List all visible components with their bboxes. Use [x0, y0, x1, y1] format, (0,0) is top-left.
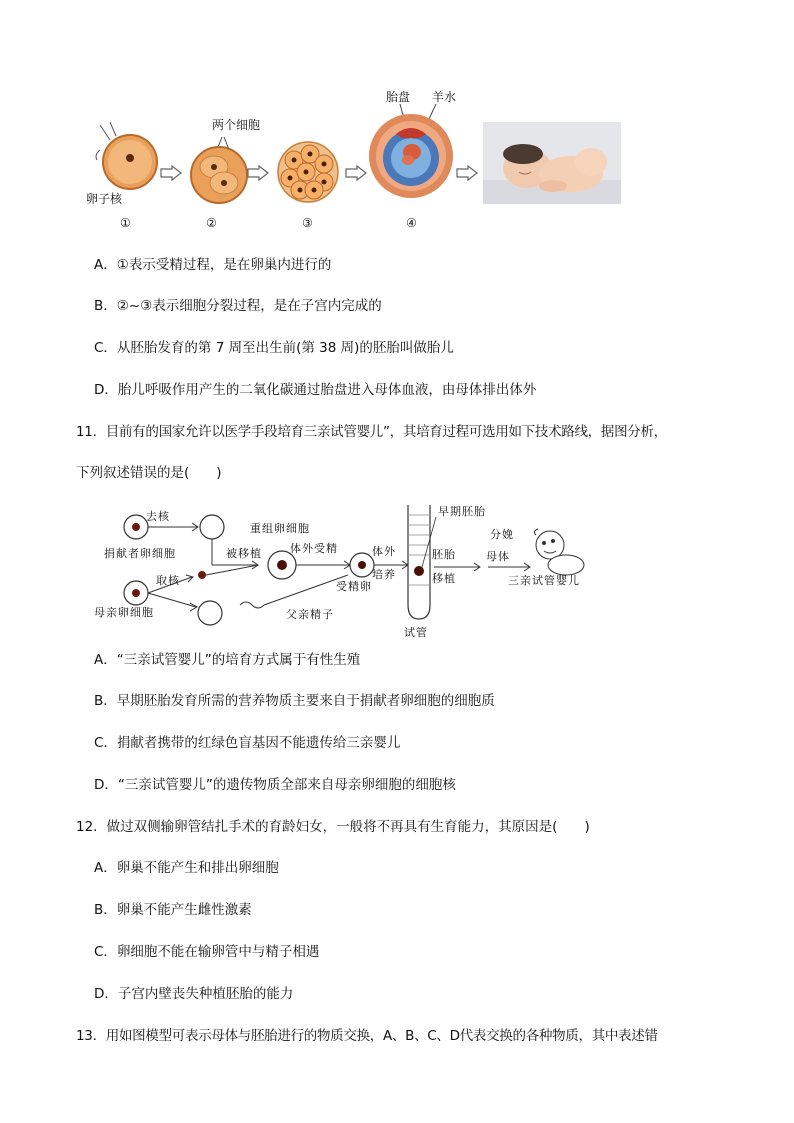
q11-option-c: C．捐献者携带的红绿色盲基因不能遗传给三亲婴儿 [94, 735, 401, 751]
q13-stem: 13．用如图模型可表示母体与胚胎进行的物质交换，A、B、C、D代表交换的各种物质，其中表述错 [76, 1028, 658, 1044]
q10-option-d: D．胎儿呼吸作用产生的二氧化碳通过胎盘进入母体血液，由母体排出体外 [94, 382, 537, 398]
take-nucleus-label: 取核 [156, 574, 180, 587]
transplant-label: 移植 [432, 572, 456, 585]
step-3-label: ③ [302, 216, 313, 230]
q11-option-a: A．“三亲试管婴儿”的培育方式属于有性生殖 [94, 652, 361, 668]
step-4-label: ④ [406, 216, 417, 230]
q12-stem: 12．做过双侧输卵管结扎手术的育龄妇女，一般将不再具有生育能力，其原因是( ) [76, 819, 590, 835]
baby-label: 三亲试管婴儿 [508, 574, 580, 587]
arrow-icon [160, 166, 182, 180]
arrow-icon [345, 166, 367, 180]
fertilized-egg-image [92, 120, 162, 195]
embryo-label: 胚胎 [432, 548, 456, 561]
amniotic-label: 羊水 [432, 90, 457, 104]
culture-label: 培养 [372, 568, 396, 581]
two-cell-image [184, 135, 254, 205]
delivery-label: 分娩 [490, 528, 514, 541]
newborn-baby-image [483, 122, 621, 204]
recombined-egg-label: 重组卵细胞 [250, 522, 310, 535]
q11-option-b: B．早期胚胎发育所需的营养物质主要来自于捐献者卵细胞的细胞质 [94, 693, 495, 709]
q12-option-d: D．子宫内壁丧失种植胚胎的能力 [94, 986, 294, 1002]
test-tube-label: 试管 [404, 626, 428, 639]
in-vitro-fert-label: 体外受精 [290, 542, 338, 555]
step-2-label: ② [206, 216, 217, 230]
q11-stem-line1: 11．目前有的国家允许以医学手段培育三亲试管婴儿”，其培育过程可选用如下技术路线，据图分析， [76, 424, 667, 440]
embryo-uterus-image [368, 104, 454, 200]
diagram-lines [100, 495, 610, 630]
transplanted-label: 被移植 [226, 547, 262, 560]
q12-option-c: C．卵细胞不能在输卵管中与精子相遇 [94, 944, 320, 960]
arrow-icon [247, 166, 269, 180]
donor-egg-label: 捐献者卵细胞 [104, 547, 176, 560]
q12-option-b: B．卵巢不能产生雌性激素 [94, 902, 252, 918]
two-cells-label: 两个细胞 [212, 118, 261, 132]
step-1-label: ① [120, 216, 131, 230]
q10-option-c: C．从胚胎发育的第 7 周至出生前(第 38 周)的胚胎叫做胎儿 [94, 340, 454, 356]
q10-option-b: B．②~③表示细胞分裂过程，是在子宫内完成的 [94, 298, 382, 314]
placenta-label: 胎盘 [386, 90, 411, 104]
q10-option-a: A．①表示受精过程，是在卵巢内进行的 [94, 257, 332, 273]
early-embryo-label: 早期胚胎 [438, 505, 486, 518]
morula-image [274, 140, 342, 204]
arrow-icon [456, 166, 478, 180]
egg-nucleus-label: 卵子核 [86, 192, 123, 206]
sperm-label: 父亲精子 [286, 608, 334, 621]
in-vitro-label: 体外 [372, 545, 396, 558]
q11-stem-line2: 下列叙述错误的是( ) [76, 465, 222, 481]
q12-option-a: A．卵巢不能产生和排出卵细胞 [94, 860, 279, 876]
mother-egg-label: 母亲卵细胞 [94, 606, 154, 619]
q11-option-d: D．“三亲试管婴儿”的遗传物质全部来自母亲卵细胞的细胞核 [94, 777, 456, 793]
to-mother-label: 母体 [486, 550, 510, 563]
remove-nucleus-label: 去核 [146, 510, 170, 523]
fertilized-egg-label: 受精卵 [336, 580, 372, 593]
